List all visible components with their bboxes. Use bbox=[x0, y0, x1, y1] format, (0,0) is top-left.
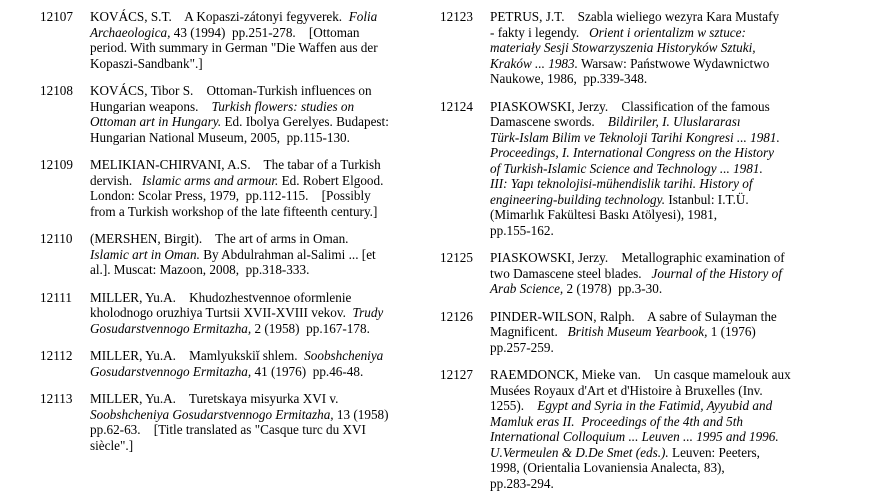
plain-text: 2 (1958) pp.167-178. bbox=[251, 321, 370, 336]
bibliography-entry bbox=[40, 348, 445, 379]
bibliography-entry bbox=[40, 83, 445, 145]
italic-text: Archaeologica, bbox=[90, 25, 170, 40]
plain-text: 41 (1976) pp.46-48. bbox=[251, 364, 363, 379]
plain-text: By Abdulrahman al-Salimi ... [et bbox=[200, 247, 376, 262]
entry-line bbox=[90, 407, 445, 423]
entry-number: 12124 bbox=[440, 99, 490, 239]
italic-text: International Colloquium ... Leuven ... 1995 and 1996. bbox=[490, 429, 779, 444]
entry-line bbox=[490, 145, 840, 161]
italic-text: Egypt and Syria in the Fatimid, Ayyubid and bbox=[537, 398, 772, 413]
plain-text: Kopaszi-Sandbank".] bbox=[90, 56, 203, 71]
italic-text: British Museum Yearbook, bbox=[568, 324, 708, 339]
plain-text: KOVÁCS, Tibor S. Ottoman-Turkish influences on bbox=[90, 83, 372, 98]
plain-text: Leuven: Peeters, bbox=[669, 445, 760, 460]
entry-line bbox=[490, 9, 840, 25]
entry-line bbox=[90, 348, 445, 364]
italic-text: Orient i orientalizm w sztuce: bbox=[589, 25, 746, 40]
entry-line bbox=[490, 161, 840, 177]
plain-text: Hungarian weapons. bbox=[90, 99, 212, 114]
entry-line bbox=[90, 130, 445, 146]
entry-line bbox=[490, 476, 840, 491]
italic-text: Kraków ... 1983. bbox=[490, 56, 578, 71]
entry-line bbox=[490, 445, 840, 461]
plain-text: PINDER-WILSON, Ralph. A sabre of Sulayman the bbox=[490, 309, 777, 324]
entry-line bbox=[490, 56, 840, 72]
entry-text bbox=[90, 157, 445, 219]
plain-text: MILLER, Yu.A. Mamlyukskiĭ shlem. bbox=[90, 348, 304, 363]
plain-text: 1 (1976) bbox=[707, 324, 755, 339]
entry-text bbox=[90, 83, 445, 145]
plain-text: - fakty i legendy. bbox=[490, 25, 589, 40]
entry-line bbox=[90, 188, 445, 204]
entry-line bbox=[490, 383, 840, 399]
plain-text: siècle".] bbox=[90, 438, 133, 453]
entry-number: 12111 bbox=[40, 290, 90, 337]
italic-text: Soobshcheniya bbox=[304, 348, 383, 363]
entry-line bbox=[90, 422, 445, 438]
entry-text bbox=[90, 348, 445, 379]
italic-text: Trudy bbox=[353, 305, 384, 320]
plain-text: Ed. Ibolya Gerelyes. Budapest: bbox=[221, 114, 389, 129]
entry-line bbox=[490, 398, 840, 414]
italic-text: Proceedings of the 4th and 5th bbox=[581, 414, 743, 429]
plain-text: Musées Royaux d'Art et d'Histoire à Bruxelles (Inv. bbox=[490, 383, 763, 398]
plain-text: 43 (1994) pp.251-278. [Ottoman bbox=[170, 25, 359, 40]
entry-line bbox=[90, 231, 445, 247]
plain-text: (Mimarlık Fakültesi Baskı Atölyesi), 1981, bbox=[490, 207, 717, 222]
plain-text: (MERSHEN, Birgit). The art of arms in Oman. bbox=[90, 231, 348, 246]
entry-text bbox=[90, 290, 445, 337]
italic-text: Islamic arms and armour. bbox=[142, 173, 278, 188]
entry-line bbox=[90, 40, 445, 56]
entry-text bbox=[490, 367, 840, 491]
plain-text: period. With summary in German "Die Waffen aus der bbox=[90, 40, 378, 55]
italic-text: engineering-building technology. bbox=[490, 192, 665, 207]
plain-text: Damascene swords. bbox=[490, 114, 608, 129]
italic-text: Islamic art in Oman. bbox=[90, 247, 200, 262]
italic-text: Mamluk eras II. bbox=[490, 414, 575, 429]
entry-line bbox=[490, 309, 840, 325]
plain-text: dervish. bbox=[90, 173, 142, 188]
entry-line bbox=[490, 340, 840, 356]
italic-text: Journal of the History of bbox=[652, 266, 782, 281]
entry-line bbox=[490, 250, 840, 266]
entry-text bbox=[490, 99, 840, 239]
entry-line bbox=[90, 438, 445, 454]
entry-line bbox=[490, 71, 840, 87]
plain-text: Magnificent. bbox=[490, 324, 568, 339]
plain-text: London: Scolar Press, 1979, pp.112-115. [Possibly bbox=[90, 188, 371, 203]
entry-line bbox=[90, 321, 445, 337]
entry-text bbox=[90, 231, 445, 278]
bibliography-entry bbox=[40, 290, 445, 337]
entry-line bbox=[490, 25, 840, 41]
entry-line bbox=[490, 130, 840, 146]
bibliography-entry bbox=[440, 367, 840, 491]
entry-text bbox=[490, 9, 840, 87]
plain-text: MELIKIAN-CHIRVANI, A.S. The tabar of a Turkish bbox=[90, 157, 381, 172]
bibliography-entry bbox=[40, 157, 445, 219]
italic-text: Turkish flowers: studies on bbox=[212, 99, 355, 114]
plain-text: Hungarian National Museum, 2005, pp.115-130. bbox=[90, 130, 350, 145]
entry-number: 12110 bbox=[40, 231, 90, 278]
plain-text: pp.62-63. [Title translated as "Casque turc du XVI bbox=[90, 422, 366, 437]
plain-text: al.]. Muscat: Mazoon, 2008, pp.318-333. bbox=[90, 262, 309, 277]
entry-text bbox=[490, 250, 840, 297]
entry-line bbox=[90, 83, 445, 99]
entry-line bbox=[90, 25, 445, 41]
plain-text: MILLER, Yu.A. Turetskaya misyurka XVI v. bbox=[90, 391, 338, 406]
plain-text: pp.283-294. bbox=[490, 476, 554, 491]
entry-text bbox=[490, 309, 840, 356]
entry-line bbox=[490, 414, 840, 430]
italic-text: Folia bbox=[349, 9, 378, 24]
entry-number: 12112 bbox=[40, 348, 90, 379]
entry-line bbox=[90, 56, 445, 72]
bibliography-entry bbox=[440, 309, 840, 356]
bibliography-entry bbox=[40, 391, 445, 453]
entry-line bbox=[490, 429, 840, 445]
entry-line bbox=[90, 204, 445, 220]
entry-line bbox=[90, 364, 445, 380]
entry-line bbox=[90, 391, 445, 407]
bibliography-entry bbox=[440, 9, 840, 87]
plain-text: pp.257-259. bbox=[490, 340, 554, 355]
italic-text: U.Vermeulen & D.De Smet (eds.). bbox=[490, 445, 669, 460]
italic-text: Proceedings, I. International Congress on the History bbox=[490, 145, 774, 160]
left-column bbox=[40, 9, 445, 453]
entry-line bbox=[490, 114, 840, 130]
entry-line bbox=[490, 281, 840, 297]
entry-line bbox=[490, 192, 840, 208]
entry-line bbox=[490, 99, 840, 115]
entry-text bbox=[90, 391, 445, 453]
plain-text: Ed. Robert Elgood. bbox=[278, 173, 383, 188]
bibliography-entry bbox=[40, 231, 445, 278]
plain-text: pp.155-162. bbox=[490, 223, 554, 238]
italic-text: Soobshcheniya Gosudarstvennogo Ermitazha, bbox=[90, 407, 334, 422]
entry-line bbox=[490, 367, 840, 383]
entry-line bbox=[490, 223, 840, 239]
italic-text: III: Yapı teknolojisi-mühendislik tarihi. History of bbox=[490, 176, 753, 191]
italic-text: Arab Science, bbox=[490, 281, 563, 296]
italic-text: of Turkish-Islamic Science and Technology ... 1981. bbox=[490, 161, 763, 176]
italic-text: Ottoman art in Hungary. bbox=[90, 114, 221, 129]
plain-text: 1998, (Orientalia Lovaniensia Analecta, 83), bbox=[490, 460, 725, 475]
italic-text: Bildiriler, I. Uluslararası bbox=[608, 114, 741, 129]
entry-line bbox=[490, 176, 840, 192]
entry-text bbox=[90, 9, 445, 71]
plain-text: two Damascene steel blades. bbox=[490, 266, 652, 281]
entry-line bbox=[90, 290, 445, 306]
plain-text: Warsaw: Państwowe Wydawnictwo bbox=[578, 56, 769, 71]
plain-text: kholodnogo oruzhiya Turtsii XVII-XVIII vekov. bbox=[90, 305, 353, 320]
entry-line bbox=[90, 305, 445, 321]
entry-number: 12108 bbox=[40, 83, 90, 145]
entry-line bbox=[90, 247, 445, 263]
entry-line bbox=[90, 173, 445, 189]
plain-text: MILLER, Yu.A. Khudozhestvennoe oformlenie bbox=[90, 290, 351, 305]
italic-text: Türk-Islam Bilim ve Teknoloji Tarihi Kongresi ... 1981. bbox=[490, 130, 780, 145]
plain-text: RAEMDONCK, Mieke van. Un casque mamelouk aux bbox=[490, 367, 791, 382]
entry-line bbox=[90, 157, 445, 173]
entry-number: 12107 bbox=[40, 9, 90, 71]
plain-text: PIASKOWSKI, Jerzy. Classification of the famous bbox=[490, 99, 770, 114]
entry-line bbox=[490, 324, 840, 340]
bibliography-entry bbox=[40, 9, 445, 71]
entry-line bbox=[90, 262, 445, 278]
italic-text: materiały Sesji Stowarzyszenia Historyków Sztuki, bbox=[490, 40, 756, 55]
entry-number: 12127 bbox=[440, 367, 490, 491]
plain-text: Istanbul: I.T.Ü. bbox=[665, 192, 749, 207]
plain-text: Naukowe, 1986, pp.339-348. bbox=[490, 71, 647, 86]
entry-line bbox=[90, 99, 445, 115]
bibliography-entry bbox=[440, 99, 840, 239]
entry-number: 12126 bbox=[440, 309, 490, 356]
entry-line bbox=[490, 207, 840, 223]
right-column bbox=[440, 9, 840, 491]
entry-line bbox=[90, 114, 445, 130]
entry-number: 12125 bbox=[440, 250, 490, 297]
plain-text: 13 (1958) bbox=[334, 407, 389, 422]
plain-text: KOVÁCS, S.T. A Kopaszi-zátonyi fegyverek. bbox=[90, 9, 349, 24]
plain-text: PIASKOWSKI, Jerzy. Metallographic examination of bbox=[490, 250, 785, 265]
entry-number: 12109 bbox=[40, 157, 90, 219]
plain-text: PETRUS, J.T. Szabla wieliego wezyra Kara Mustafy bbox=[490, 9, 779, 24]
entry-number: 12113 bbox=[40, 391, 90, 453]
italic-text: Gosudarstvennogo Ermitazha, bbox=[90, 364, 251, 379]
italic-text: Gosudarstvennogo Ermitazha, bbox=[90, 321, 251, 336]
entry-line bbox=[490, 40, 840, 56]
plain-text: 2 (1978) pp.3-30. bbox=[563, 281, 662, 296]
entry-number: 12123 bbox=[440, 9, 490, 87]
plain-text: from a Turkish workshop of the late fifteenth century.] bbox=[90, 204, 377, 219]
entry-line bbox=[90, 9, 445, 25]
plain-text: 1255). bbox=[490, 398, 537, 413]
entry-line bbox=[490, 460, 840, 476]
bibliography-entry bbox=[440, 250, 840, 297]
entry-line bbox=[490, 266, 840, 282]
